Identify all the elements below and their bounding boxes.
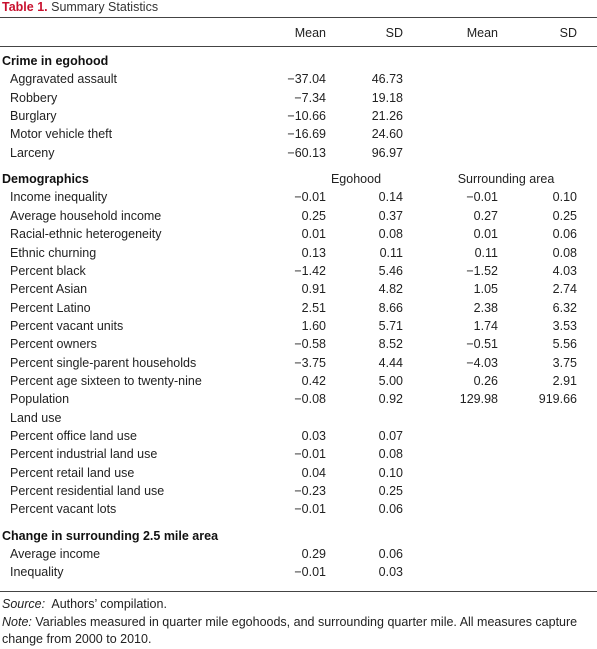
header-mean-surrounding: Mean <box>466 26 498 40</box>
row-label: Percent age sixteen to twenty-nine <box>10 373 202 388</box>
row-label: Average household income <box>10 208 162 223</box>
cell-ego-sd: 0.06 <box>378 502 403 517</box>
cell-sur-mean: 129.98 <box>459 392 498 407</box>
table-row <box>0 125 597 143</box>
cell-ego-mean: −0.08 <box>294 392 326 407</box>
group-label-egohood: Egohood <box>330 172 382 187</box>
section-heading: Crime in egohood <box>2 54 109 68</box>
table-row <box>0 409 597 427</box>
cell-sur-sd: 3.53 <box>552 318 577 333</box>
header-rule <box>0 46 597 47</box>
cell-sur-sd: 0.10 <box>552 190 577 205</box>
row-label: Percent Latino <box>10 300 91 315</box>
cell-sd: 96.97 <box>371 145 403 160</box>
cell-ego-sd: 0.14 <box>378 190 403 205</box>
row-label: Percent vacant units <box>10 318 124 333</box>
header-sd-egohood: SD <box>385 26 403 40</box>
cell-sur-sd: 0.08 <box>552 245 577 260</box>
row-label: Percent industrial land use <box>10 447 158 462</box>
cell-ego-sd: 0.07 <box>378 429 403 443</box>
header-sd-surrounding: SD <box>559 26 577 40</box>
cell-sur-sd: 0.25 <box>552 208 577 223</box>
section-heading-row <box>0 527 597 545</box>
column-header-row <box>0 24 597 42</box>
cell-sur-mean: 0.01 <box>473 227 498 242</box>
table-row <box>0 482 597 500</box>
section-heading-row <box>0 52 597 70</box>
table-row <box>0 299 597 317</box>
table-row <box>0 372 597 390</box>
row-label: Larceny <box>10 145 55 160</box>
cell-sur-mean: 0.27 <box>473 208 498 223</box>
cell-ego-mean: 1.60 <box>301 318 326 333</box>
table-row <box>0 144 597 162</box>
row-label: Percent owners <box>10 337 97 352</box>
cell-mean: −37.04 <box>287 72 326 87</box>
row-label: Income inequality <box>10 190 108 205</box>
table-row <box>0 545 597 563</box>
table-row <box>0 280 597 298</box>
cell-ego-sd: 5.46 <box>378 263 403 278</box>
cell-sd: 21.26 <box>371 109 403 124</box>
table-row <box>0 354 597 372</box>
cell-sur-mean: 1.74 <box>473 318 498 333</box>
cell-mean: −60.13 <box>287 145 326 160</box>
cell-sur-mean: 0.11 <box>474 245 498 260</box>
table-row <box>0 262 597 280</box>
cell-sur-mean: −0.51 <box>466 337 498 352</box>
cell-sur-sd: 2.74 <box>552 282 577 297</box>
row-label: Racial-ethnic heterogeneity <box>10 227 162 242</box>
table-number: Table 1. <box>2 0 48 14</box>
table-row <box>0 70 597 88</box>
row-label: Motor vehicle theft <box>10 127 113 142</box>
table-caption <box>2 0 158 16</box>
cell-ego-sd: 0.08 <box>378 447 403 462</box>
cell-sur-sd: 6.32 <box>552 300 577 315</box>
cell-ego-sd: 0.25 <box>378 484 403 499</box>
cell-ego-mean: 0.03 <box>301 429 326 443</box>
section-heading: Change in surrounding 2.5 mile area <box>2 528 219 543</box>
cell-ego-mean: 0.25 <box>301 208 326 223</box>
top-rule <box>0 17 597 18</box>
source-note <box>2 596 596 613</box>
cell-ego-mean: −0.01 <box>294 190 326 205</box>
row-label: Percent retail land use <box>10 465 135 480</box>
cell-ego-mean: −0.23 <box>294 484 326 499</box>
table-row <box>0 563 597 581</box>
cell-sur-mean: −1.52 <box>466 263 498 278</box>
cell-sur-sd: 0.06 <box>552 227 577 242</box>
cell-ego-mean: −3.75 <box>294 355 326 370</box>
section-heading-row <box>0 170 597 188</box>
cell-ego-sd: 0.10 <box>378 465 403 480</box>
cell-ego-sd: 5.00 <box>378 373 403 388</box>
cell-ego-sd: 0.92 <box>378 392 403 407</box>
row-label: Percent residential land use <box>10 484 165 499</box>
row-label: Percent office land use <box>10 429 137 443</box>
cell-sur-mean: −0.01 <box>466 190 498 205</box>
cell-ego-mean: 0.01 <box>301 227 326 242</box>
header-mean-egohood: Mean <box>294 26 326 40</box>
cell-ego-sd: 8.66 <box>378 300 403 315</box>
group-label-surrounding: Surrounding area <box>457 172 555 187</box>
table-title: Summary Statistics <box>51 0 159 14</box>
cell-mean: −7.34 <box>294 90 326 105</box>
cell-ego-mean: −1.42 <box>294 263 326 278</box>
row-label: Inequality <box>10 565 64 580</box>
row-label: Ethnic churning <box>10 245 97 260</box>
cell-ego-sd: 0.37 <box>378 208 403 223</box>
cell-ego-mean: −0.01 <box>294 447 326 462</box>
row-label: Burglary <box>10 109 57 124</box>
section-heading: Demographics <box>2 172 89 187</box>
row-label: Average income <box>10 547 101 562</box>
cell-sur-sd: 2.91 <box>552 373 577 388</box>
cell-ego-sd: 0.11 <box>379 245 403 260</box>
cell-sur-sd: 4.03 <box>552 263 577 278</box>
row-label: Percent vacant lots <box>10 502 117 517</box>
table-row <box>0 500 597 518</box>
table-row <box>0 317 597 335</box>
cell-ego-sd: 5.71 <box>378 318 403 333</box>
cell-ego-sd: 8.52 <box>378 337 403 352</box>
cell-ego-mean: −0.01 <box>294 502 326 517</box>
cell-ego-mean: 0.13 <box>301 245 326 260</box>
cell-sd: 24.60 <box>371 127 403 142</box>
cell-ego-mean: 2.51 <box>301 300 326 315</box>
cell-sur-mean: 0.26 <box>473 373 498 388</box>
table-row <box>0 390 597 408</box>
cell-ego-mean: 0.04 <box>301 465 326 480</box>
table-row <box>0 207 597 225</box>
cell-mean: −16.69 <box>287 127 326 142</box>
row-label: Robbery <box>10 90 58 105</box>
row-label: Percent Asian <box>10 282 88 297</box>
source-label: Source: <box>2 597 46 611</box>
row-label: Percent single-parent households <box>10 355 197 370</box>
cell-ego-sd: 0.08 <box>378 227 403 242</box>
cell-ego-mean: −0.58 <box>294 337 326 352</box>
row-label: Land use <box>10 410 62 425</box>
cell-ego-sd: 4.44 <box>378 355 403 370</box>
table-row <box>0 89 597 107</box>
cell-ego-mean: 0.91 <box>301 282 326 297</box>
cell-sur-sd: 5.56 <box>552 337 577 352</box>
cell-ego-mean: 0.42 <box>301 373 326 388</box>
table-row <box>0 225 597 243</box>
cell-ego-sd: 4.82 <box>378 282 403 297</box>
row-label: Population <box>10 392 70 407</box>
table-row <box>0 335 597 353</box>
cell-mean: −10.66 <box>287 109 326 124</box>
row-label: Aggravated assault <box>10 72 118 87</box>
cell-sur-mean: −4.03 <box>466 355 498 370</box>
note-text: Variables measured in quarter mile egohoods, and surrounding quarter mile. All measures capture change from 2000 to 2010. <box>2 615 578 646</box>
cell-sd: 46.73 <box>371 72 403 87</box>
cell-sur-sd: 3.75 <box>552 355 577 370</box>
cell-sur-sd: 919.66 <box>538 392 577 407</box>
cell-sd: 19.18 <box>371 90 403 105</box>
bottom-rule <box>0 591 597 592</box>
table-row <box>0 188 597 206</box>
table-row <box>0 427 597 445</box>
note-label: Note: <box>2 615 32 629</box>
cell-sd: 0.03 <box>378 565 403 580</box>
cell-sd: 0.06 <box>378 547 403 562</box>
table-note <box>2 614 596 648</box>
row-label: Percent black <box>10 263 86 278</box>
table-row <box>0 107 597 125</box>
cell-mean: −0.01 <box>294 565 326 580</box>
source-text: Authors’ compilation. <box>51 597 167 611</box>
table-row <box>0 445 597 463</box>
cell-mean: 0.29 <box>301 547 326 562</box>
table-row <box>0 464 597 482</box>
cell-sur-mean: 2.38 <box>473 300 498 315</box>
table-row <box>0 244 597 262</box>
cell-sur-mean: 1.05 <box>473 282 498 297</box>
